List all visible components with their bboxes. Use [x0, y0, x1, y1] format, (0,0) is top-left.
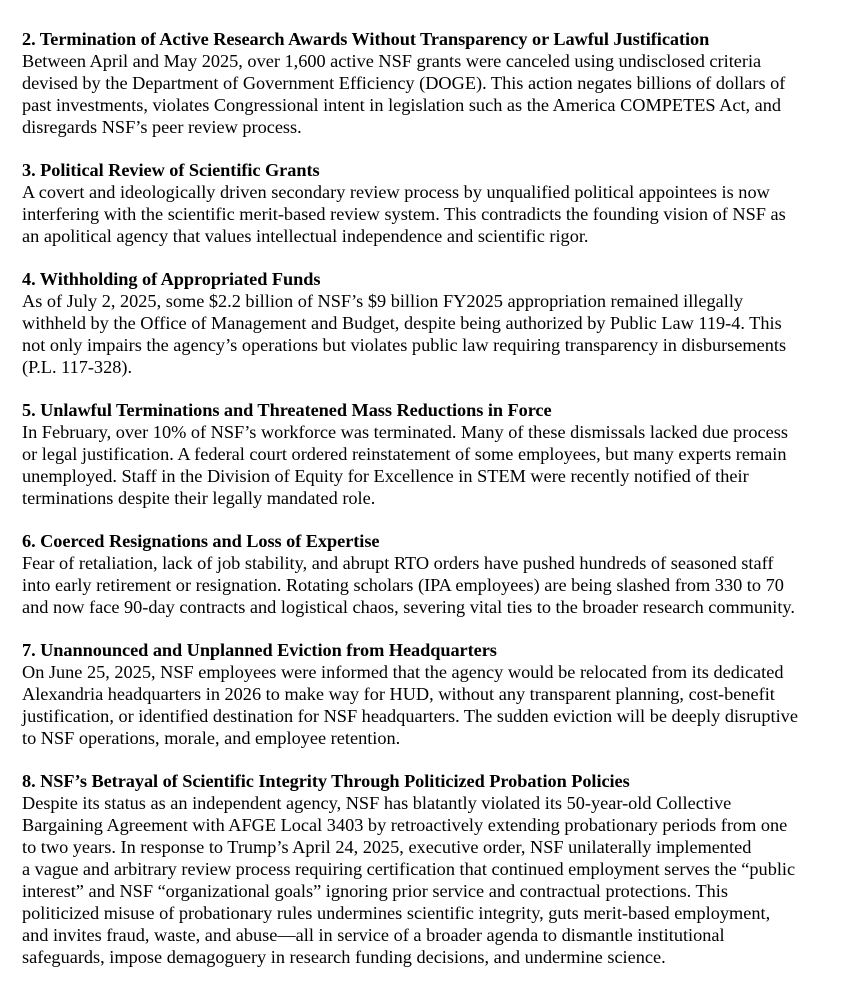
section-5 — [22, 399, 832, 509]
text-line: or legal justification. A federal court ordered reinstatement of some employees, but many experts remain — [22, 444, 787, 464]
section-heading: 7. Unannounced and Unplanned Eviction from Headquarters — [22, 640, 497, 660]
section-heading: 6. Coerced Resignations and Loss of Expertise — [22, 531, 380, 551]
text-line: to two years. In response to Trump’s April 24, 2025, executive order, NSF unilaterally implemented — [22, 837, 752, 857]
section-body — [22, 181, 832, 247]
section-2 — [22, 28, 832, 138]
section-heading: 5. Unlawful Terminations and Threatened Mass Reductions in Force — [22, 400, 552, 420]
section-heading: 2. Termination of Active Research Awards Without Transparency or Lawful Justification — [22, 29, 710, 49]
text-line: Bargaining Agreement with AFGE Local 3403 by retroactively extending probationary periods from one — [22, 815, 788, 835]
text-line: safeguards, impose demagoguery in research funding decisions, and undermine science. — [22, 947, 666, 967]
section-7 — [22, 639, 832, 749]
section-body — [22, 50, 832, 138]
text-line: interfering with the scientific merit-based review system. This contradicts the founding vision of NSF as — [22, 204, 786, 224]
text-line: As of July 2, 2025, some $2.2 billion of NSF’s $9 billion FY2025 appropriation remained illegally — [22, 291, 744, 311]
text-line: politicized misuse of probationary rules undermines scientific integrity, guts merit-based employment, — [22, 903, 771, 923]
text-line: disregards NSF’s peer review process. — [22, 117, 302, 137]
text-line: Between April and May 2025, over 1,600 active NSF grants were canceled using undisclosed criteria — [22, 51, 762, 71]
section-4 — [22, 268, 832, 378]
text-line: interest” and NSF “organizational goals” ignoring prior service and contractual protections. This — [22, 881, 728, 901]
text-line: justification, or identified destination for NSF headquarters. The sudden eviction will be deeply disruptive — [22, 706, 798, 726]
text-line: an apolitical agency that values intellectual independence and scientific rigor. — [22, 226, 589, 246]
text-line: unemployed. Staff in the Division of Equity for Excellence in STEM were recently notified of their — [22, 466, 749, 486]
section-heading: 3. Political Review of Scientific Grants — [22, 160, 320, 180]
text-line: Fear of retaliation, lack of job stability, and abrupt RTO orders have pushed hundreds of seasoned staff — [22, 553, 774, 573]
text-line: terminations despite their legally mandated role. — [22, 488, 376, 508]
text-line: (P.L. 117-328). — [22, 357, 133, 377]
section-body — [22, 792, 832, 968]
text-line: Alexandria headquarters in 2026 to make way for HUD, without any transparent planning, cost-benefit — [22, 684, 775, 704]
section-heading: 4. Withholding of Appropriated Funds — [22, 269, 321, 289]
text-line: Despite its status as an independent agency, NSF has blatantly violated its 50-year-old Collective — [22, 793, 732, 813]
text-line: a vague and arbitrary review process requiring certification that continued employment serves the “public — [22, 859, 796, 879]
section-6 — [22, 530, 832, 618]
section-body — [22, 552, 832, 618]
text-line: to NSF operations, morale, and employee retention. — [22, 728, 401, 748]
text-line: A covert and ideologically driven secondary review process by unqualified political appointees is now — [22, 182, 770, 202]
section-8 — [22, 770, 832, 968]
section-body — [22, 421, 832, 509]
text-line: past investments, violates Congressional intent in legislation such as the America COMPETES Act, and — [22, 95, 782, 115]
text-line: withheld by the Office of Management and Budget, despite being authorized by Public Law 119-4. This — [22, 313, 782, 333]
text-line: and invites fraud, waste, and abuse—all in service of a broader agenda to dismantle institutional — [22, 925, 725, 945]
section-3 — [22, 159, 832, 247]
text-line: In February, over 10% of NSF’s workforce was terminated. Many of these dismissals lacked due process — [22, 422, 788, 442]
text-line: not only impairs the agency’s operations but violates public law requiring transparency in disbursements — [22, 335, 787, 355]
section-heading: 8. NSF’s Betrayal of Scientific Integrity Through Politicized Probation Policies — [22, 771, 630, 791]
text-line: into early retirement or resignation. Rotating scholars (IPA employees) are being slashed from 330 to 70 — [22, 575, 784, 595]
section-body — [22, 290, 832, 378]
text-line: On June 25, 2025, NSF employees were informed that the agency would be relocated from its dedicated — [22, 662, 784, 682]
section-body — [22, 661, 832, 749]
text-line: devised by the Department of Government Efficiency (DOGE). This action negates billions of dollars of — [22, 73, 786, 93]
text-line: and now face 90-day contracts and logistical chaos, severing vital ties to the broader research community. — [22, 597, 795, 617]
